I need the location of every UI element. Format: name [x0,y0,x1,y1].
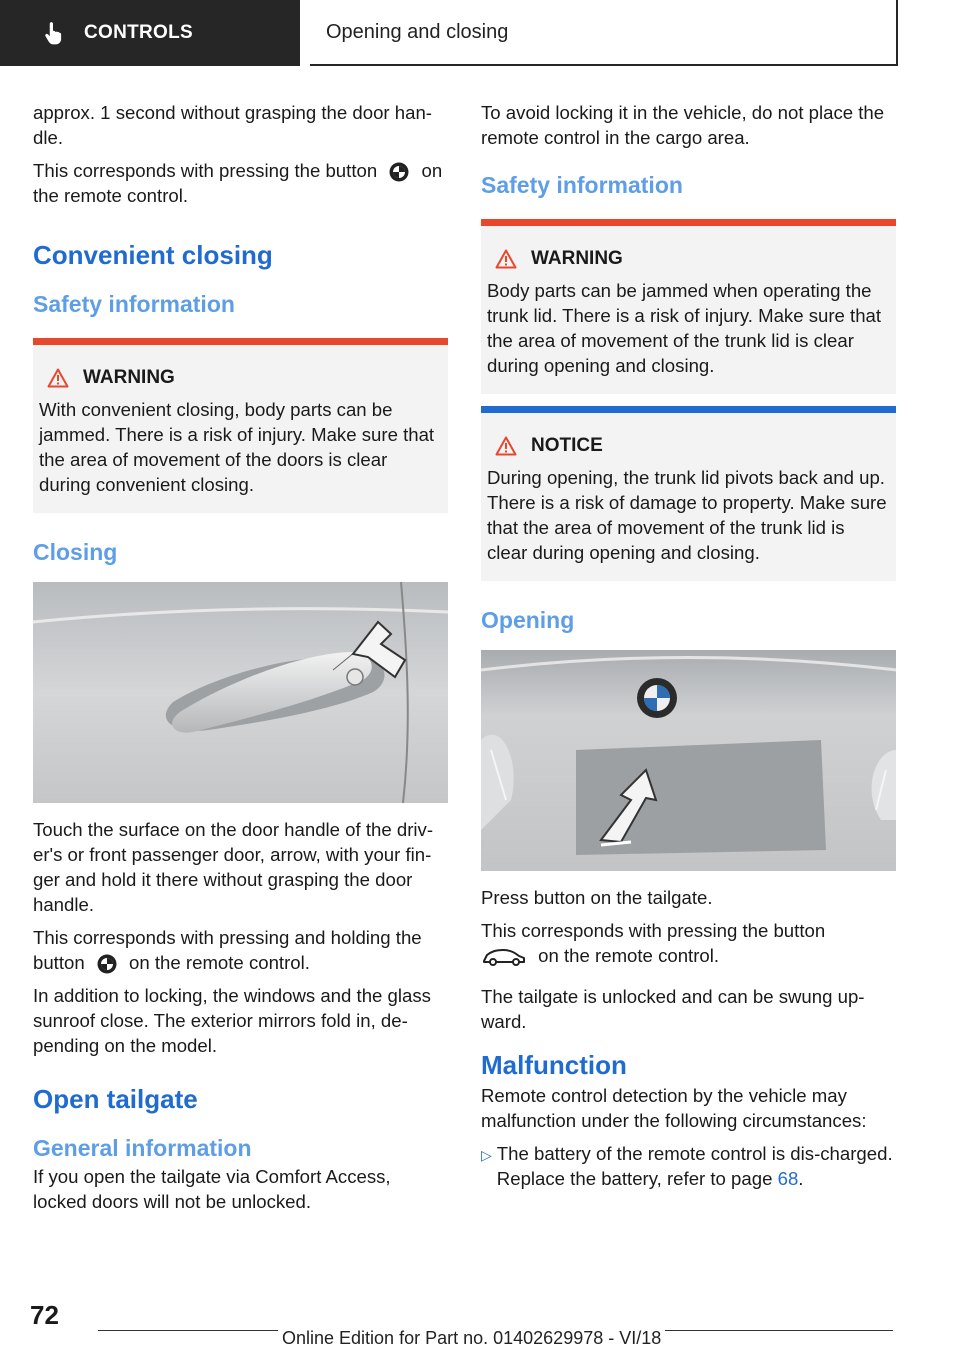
paragraph-text: This corresponds with pressing and holding the button [33,927,422,974]
notice-label: NOTICE [531,435,603,456]
paragraph: To avoid locking it in the vehicle, do not place the remote control in the cargo area. [481,102,885,148]
footer-edition: Online Edition for Part no. 01402629978 - VI/18 [278,1328,665,1349]
warning-box [33,338,448,513]
chapter-title: Opening and closing [326,20,509,43]
paragraph-text: on the remote control. [33,160,443,207]
tailgate-image [481,650,896,871]
list-item-end: . [798,1168,804,1190]
notice-triangle-icon [495,436,517,456]
hand-pointer-icon [40,20,66,46]
paragraph [33,158,448,208]
list-item-body: The battery of the remote control is dis‐charged. Replace the battery, refer to page [496,1143,893,1190]
section-title: CONTROLS [84,22,194,43]
paragraph: Touch the surface on the door handle of the driv‐er's or front passenger door, arrow, with your fin‐ger and hold it there without grasping the door handle. [33,819,434,916]
paragraph: Remote control detection by the vehicle may malfunction under the following circumstances: [481,1085,867,1132]
heading-closing: Closing [33,539,118,566]
warning-triangle-icon [495,249,517,269]
warning-label: WARNING [83,367,175,389]
warning-box [481,219,896,394]
warning-triangle-icon [47,368,69,388]
chapter-tab [310,0,898,66]
heading-safety-information: Safety information [481,172,683,198]
list-item-text [497,1141,896,1191]
paragraph: Press button on the tailgate. [481,887,713,908]
heading-malfunction: Malfunction [481,1050,627,1081]
list-item [481,1141,896,1191]
heading-open-tailgate: Open tailgate [33,1084,198,1115]
right-column [481,100,896,1191]
paragraph: The tailgate is unlocked and can be swung up‐ward. [481,986,865,1033]
notice-box [481,406,896,581]
door-handle-image [33,582,448,803]
notice-text: During opening, the trunk lid pivots back and up. There is a risk of damage to property. Make sure that the area of movement of the trunk lid is clear during opening and closing. [487,467,887,563]
warning-text: With convenient closing, body parts can be jammed. There is a risk of injury. Make sure that the area of movement of the doors is clear during convenient closing. [39,399,435,496]
paragraph-text: on the remote control. [129,952,310,974]
warning-title [487,248,890,270]
section-tab[interactable] [0,0,300,66]
left-column [33,100,448,1222]
bullet-triangle-icon: ▷ [481,1147,492,1164]
heading-opening: Opening [481,607,575,633]
page-header [0,0,960,66]
heading-convenient-closing: Convenient closing [33,240,273,271]
paragraph [33,925,448,975]
paragraph: approx. 1 second without grasping the door han‐dle. [33,102,432,148]
heading-general-information: General information [33,1135,252,1162]
car-tailgate-icon [481,946,527,968]
paragraph: If you open the tailgate via Comfort Access, locked doors will not be unlocked. [33,1166,391,1213]
paragraph-text: This corresponds with pressing the button [33,160,378,181]
paragraph [481,918,896,968]
paragraph-text: on the remote control. [538,945,720,966]
warning-label: WARNING [531,248,623,269]
warning-text: Body parts can be jammed when operating the trunk lid. There is a risk of injury. Make sure that the area of movement of the trunk lid is clear during opening and closing. [487,280,882,376]
page-number: 72 [30,1300,59,1330]
paragraph-text: This corresponds with pressing the button [481,920,826,941]
warning-title [39,367,442,389]
unlock-logo-icon [388,161,410,183]
lock-logo-icon [96,953,118,975]
notice-title [487,435,890,457]
paragraph: In addition to locking, the windows and the glass sunroof close. The exterior mirrors fold in, de‐pending on the model. [33,985,431,1057]
heading-safety-information: Safety information [33,291,235,318]
page-link[interactable]: 68 [777,1168,799,1190]
